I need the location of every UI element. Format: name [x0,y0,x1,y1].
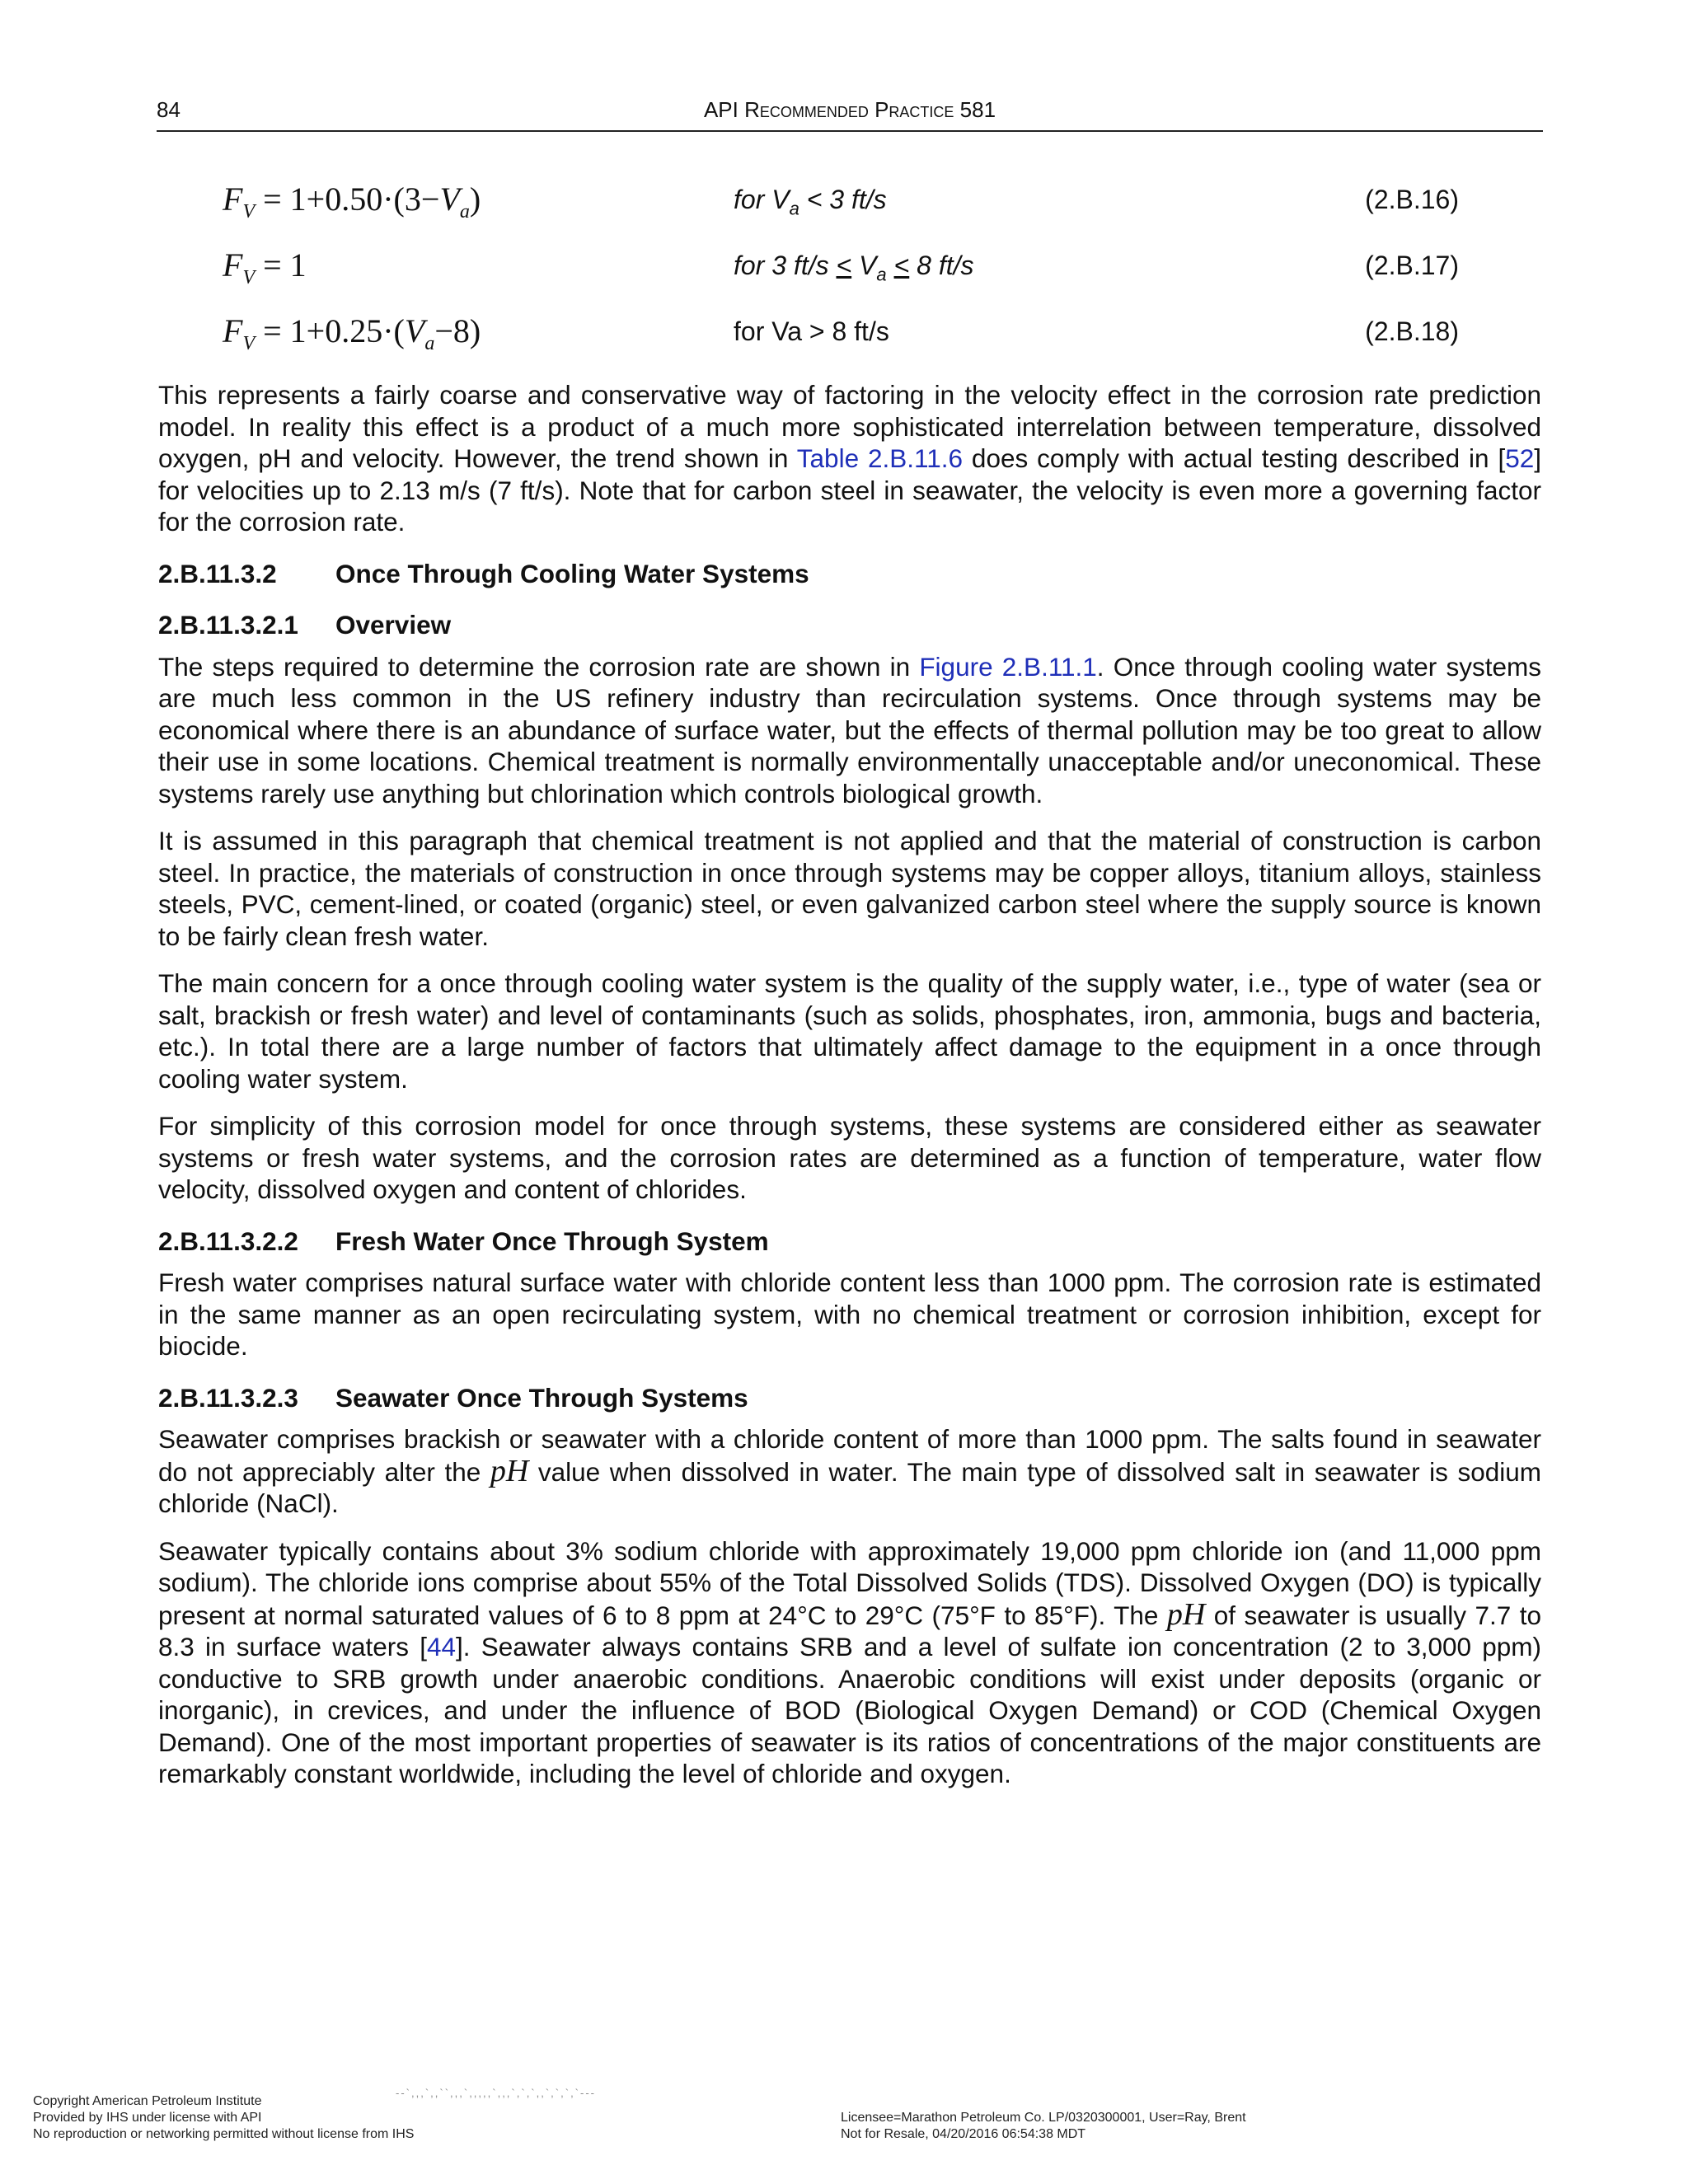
equation-condition: for 3 $ft/s < V_a < 8$ ft/s [734,251,974,285]
reference-link-44[interactable]: 44 [426,1632,456,1661]
page-header [157,97,1543,132]
paragraph-fresh-water: Fresh water comprises natural surface water with chloride content less than 1000 ppm. The corrosion rate is estimated in the same manner as an open recirculating system, with no chemical treatment or corrosion inhibition, except for biocide. [158,1268,1541,1361]
section-heading-fresh-water: 2.B.11.3.2.2 Fresh Water Once Through System [158,1226,769,1256]
equation-2b17 [223,246,1459,295]
paragraph-seawater-salts: Seawater comprises brackish or seawater with a chloride content of more than 1000 ppm. The salts found in seawater do not appreciably alter the pH value when dissolved in water. The main type of dissolved salt in seawater is sodium chloride (NaCl). [158,1424,1541,1518]
section-heading-seawater: 2.B.11.3.2.3 Seawater Once Through Systems [158,1382,748,1413]
equation-2b18 [223,312,1459,361]
footer-copyright-block: Copyright American Petroleum Institute Provided by IHS under license with API No reproduction or networking permitted without license from IHS [33,2094,415,2141]
paragraph-seawater-composition: Seawater typically contains about 3% sodium chloride with approximately 19,000 ppm chloride ion (and 11,000 ppm sodium). The chloride ions comprise about 55% of the Total Dissolved Solids (TDS). Dissolved Oxygen (DO) is typically present at normal saturated values of 6 to 8 ppm at 24°C to 29°C (75°F to 85°F). The pH of seawater is usually 7.7 to 8.3 in surface waters [44]. Seawater always contains SRB and a level of sulfate ion concentration (2 to 3,000 ppm) conductive to SRB growth under anaerobic conditions. Anaerobic conditions will exist under deposits (organic or inorganic), in crevices, and under the influence of BOD (Biological Oxygen Demand) or COD (Chemical Oxygen Demand). One of the most important properties of seawater is its ratios of concentrations of the major constituents are remarkably constant worldwide, including the level of chloride and oxygen. [158,1535,1541,1788]
body-content [158,379,1541,1806]
equation-number: (2.B.16) [1365,185,1459,214]
equation-formula: $F_V = 1+0.50\cdot(3-V_a)$ [223,180,481,223]
footer-license-block: Licensee=Marathon Petroleum Co. LP/0320300001, User=Ray, Brent Not for Resale, 04/20/2016 06:54:38 MDT [841,2111,1246,2141]
equation-formula: $F_V = 1+0.25\cdot(V_a-8)$ [223,312,481,354]
paragraph-velocity-effect: This represents a fairly coarse and conservative way of factoring in the velocity effect in the corrosion rate prediction model. In reality this effect is a product of a much more sophisticated interrelation between temperature, dissolved oxygen, pH and velocity. However, the trend shown in Table 2.B.11.6 does comply with actual testing described in [52] for velocities up to 2.13 m/s (7 ft/s). Note that for carbon steel in seawater, the velocity is even more a governing factor for the corrosion rate. [158,380,1542,537]
page-number: 84 [157,97,181,122]
paragraph-materials: It is assumed in this paragraph that chemical treatment is not applied and that the material of construction is carbon steel. In practice, the materials of construction in once through systems may be copper alloys, titanium alloys, stainless steels, PVC, cement-lined, or coated (organic) steel, or even galvanized carbon steel where the supply source is known to be fairly clean fresh water. [158,826,1541,951]
equation-number: (2.B.17) [1365,251,1459,280]
section-heading-once-through: 2.B.11.3.2 Once Through Cooling Water Systems [158,558,809,588]
paragraph-simplicity: For simplicity of this corrosion model for once through systems, these systems are considered either as seawater systems or fresh water systems, and the corrosion rates are determined as a function of temperature, water flow velocity, dissolved oxygen and content of chlorides. [158,1111,1541,1204]
reference-link-52[interactable]: 52 [1505,443,1535,473]
paragraph-overview: The steps required to determine the corrosion rate are shown in Figure 2.B.11.1. Once through cooling water systems are much less common in the US refinery industry than recirculation systems. Once through systems may be economical where there is an abundance of surface water, but the effects of thermal pollution may be too great to allow their use in some locations. Chemical treatment is normally environmentally unacceptable and/or uneconomical. These systems rarely use anything but chlorination which controls biological growth. [158,651,1541,808]
watermark-scratch: --`,,,`,,``,,,`,,,,,`,,,`,`,`,,`,`,`,`--- [396,2087,596,2099]
running-title: API Recommended Practice 581 [703,97,996,122]
figure-link[interactable]: Figure 2.B.11.1 [919,651,1097,682]
equation-condition: for Va > 8 ft/s [734,316,889,346]
equation-condition: for $V_a < 3$ ft/s [734,185,887,219]
equation-number: (2.B.18) [1365,316,1459,346]
table-link[interactable]: Table 2.B.11.6 [796,443,964,473]
paragraph-main-concern: The main concern for a once through cooling water system is the quality of the supply water, i.e., type of water (sea or salt, brackish or fresh water) and level of contaminants (such as solids, phosphates, iron, ammonia, bugs and bacteria, etc.). In total there are a large number of factors that ultimately affect damage to the equipment in a once through cooling water system. [158,968,1541,1094]
section-heading-overview: 2.B.11.3.2.1 Overview [158,610,452,640]
equation-2b16 [223,180,1459,229]
equation-formula: $F_V = 1$ [223,246,307,288]
